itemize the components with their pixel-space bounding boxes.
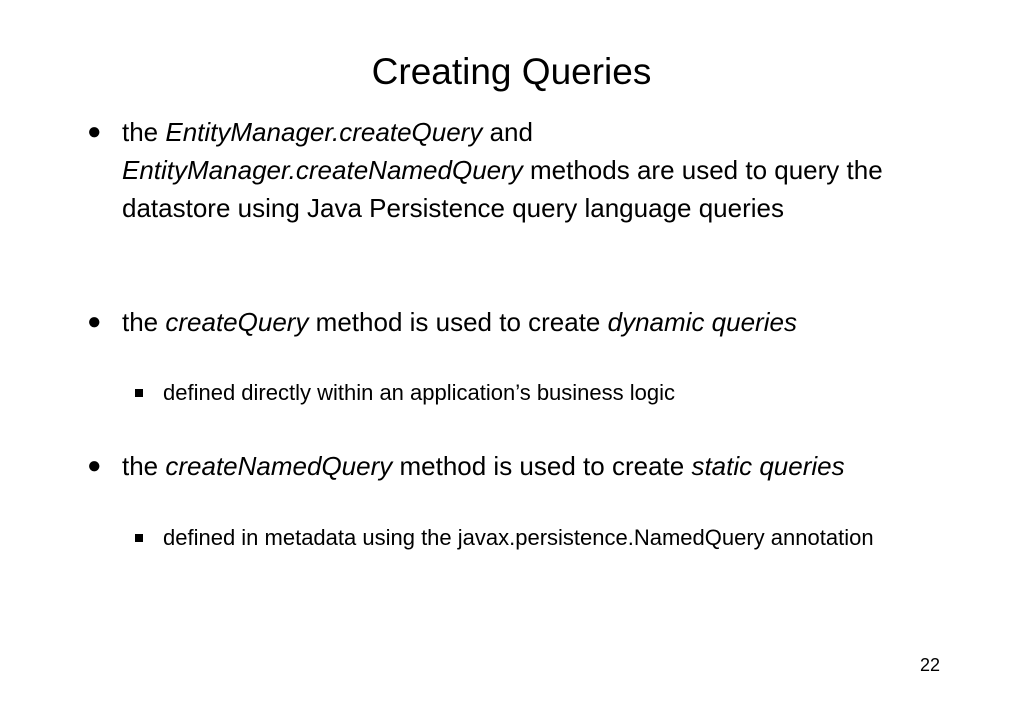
bullet-item-1 bbox=[87, 113, 922, 227]
square-bullet-icon bbox=[135, 389, 143, 397]
sub-bullet-text: defined in metadata using the javax.persistence.NamedQuery annotation bbox=[163, 525, 874, 550]
bullet-dot-icon: ● bbox=[87, 308, 102, 335]
bullet-emphasis: dynamic queries bbox=[607, 307, 797, 337]
square-bullet-icon bbox=[135, 534, 143, 542]
page-number: 22 bbox=[919, 655, 940, 675]
bullet-emphasis: EntityManager.createQuery bbox=[165, 117, 483, 147]
bullet-text: method is used to create bbox=[392, 451, 692, 481]
bullet-text: the bbox=[122, 451, 166, 481]
sub-bullet-text: defined directly within an application’s business logic bbox=[163, 380, 676, 405]
bullet-item-2 bbox=[87, 303, 922, 341]
bullet-text: methods are used to query the datastore using Java Persistence query language queries bbox=[122, 155, 883, 223]
bullet-emphasis: EntityManager.createNamedQuery bbox=[122, 155, 523, 185]
bullet-emphasis: createQuery bbox=[165, 307, 309, 337]
bullet-dot-icon: ● bbox=[87, 452, 102, 479]
bullet-emphasis: static queries bbox=[691, 451, 845, 481]
bullet-text: method is used to create bbox=[308, 307, 608, 337]
bullet-item-3 bbox=[87, 447, 922, 485]
bullet-text: the bbox=[122, 117, 166, 147]
bullet-text: and bbox=[482, 117, 533, 147]
bullet-dot-icon: ● bbox=[87, 118, 102, 145]
bullet-text: the bbox=[122, 307, 166, 337]
sub-bullet-item-2 bbox=[163, 522, 903, 553]
sub-bullet-item-1 bbox=[163, 377, 903, 408]
bullet-emphasis: createNamedQuery bbox=[165, 451, 393, 481]
slide-title: Creating Queries bbox=[371, 51, 652, 92]
